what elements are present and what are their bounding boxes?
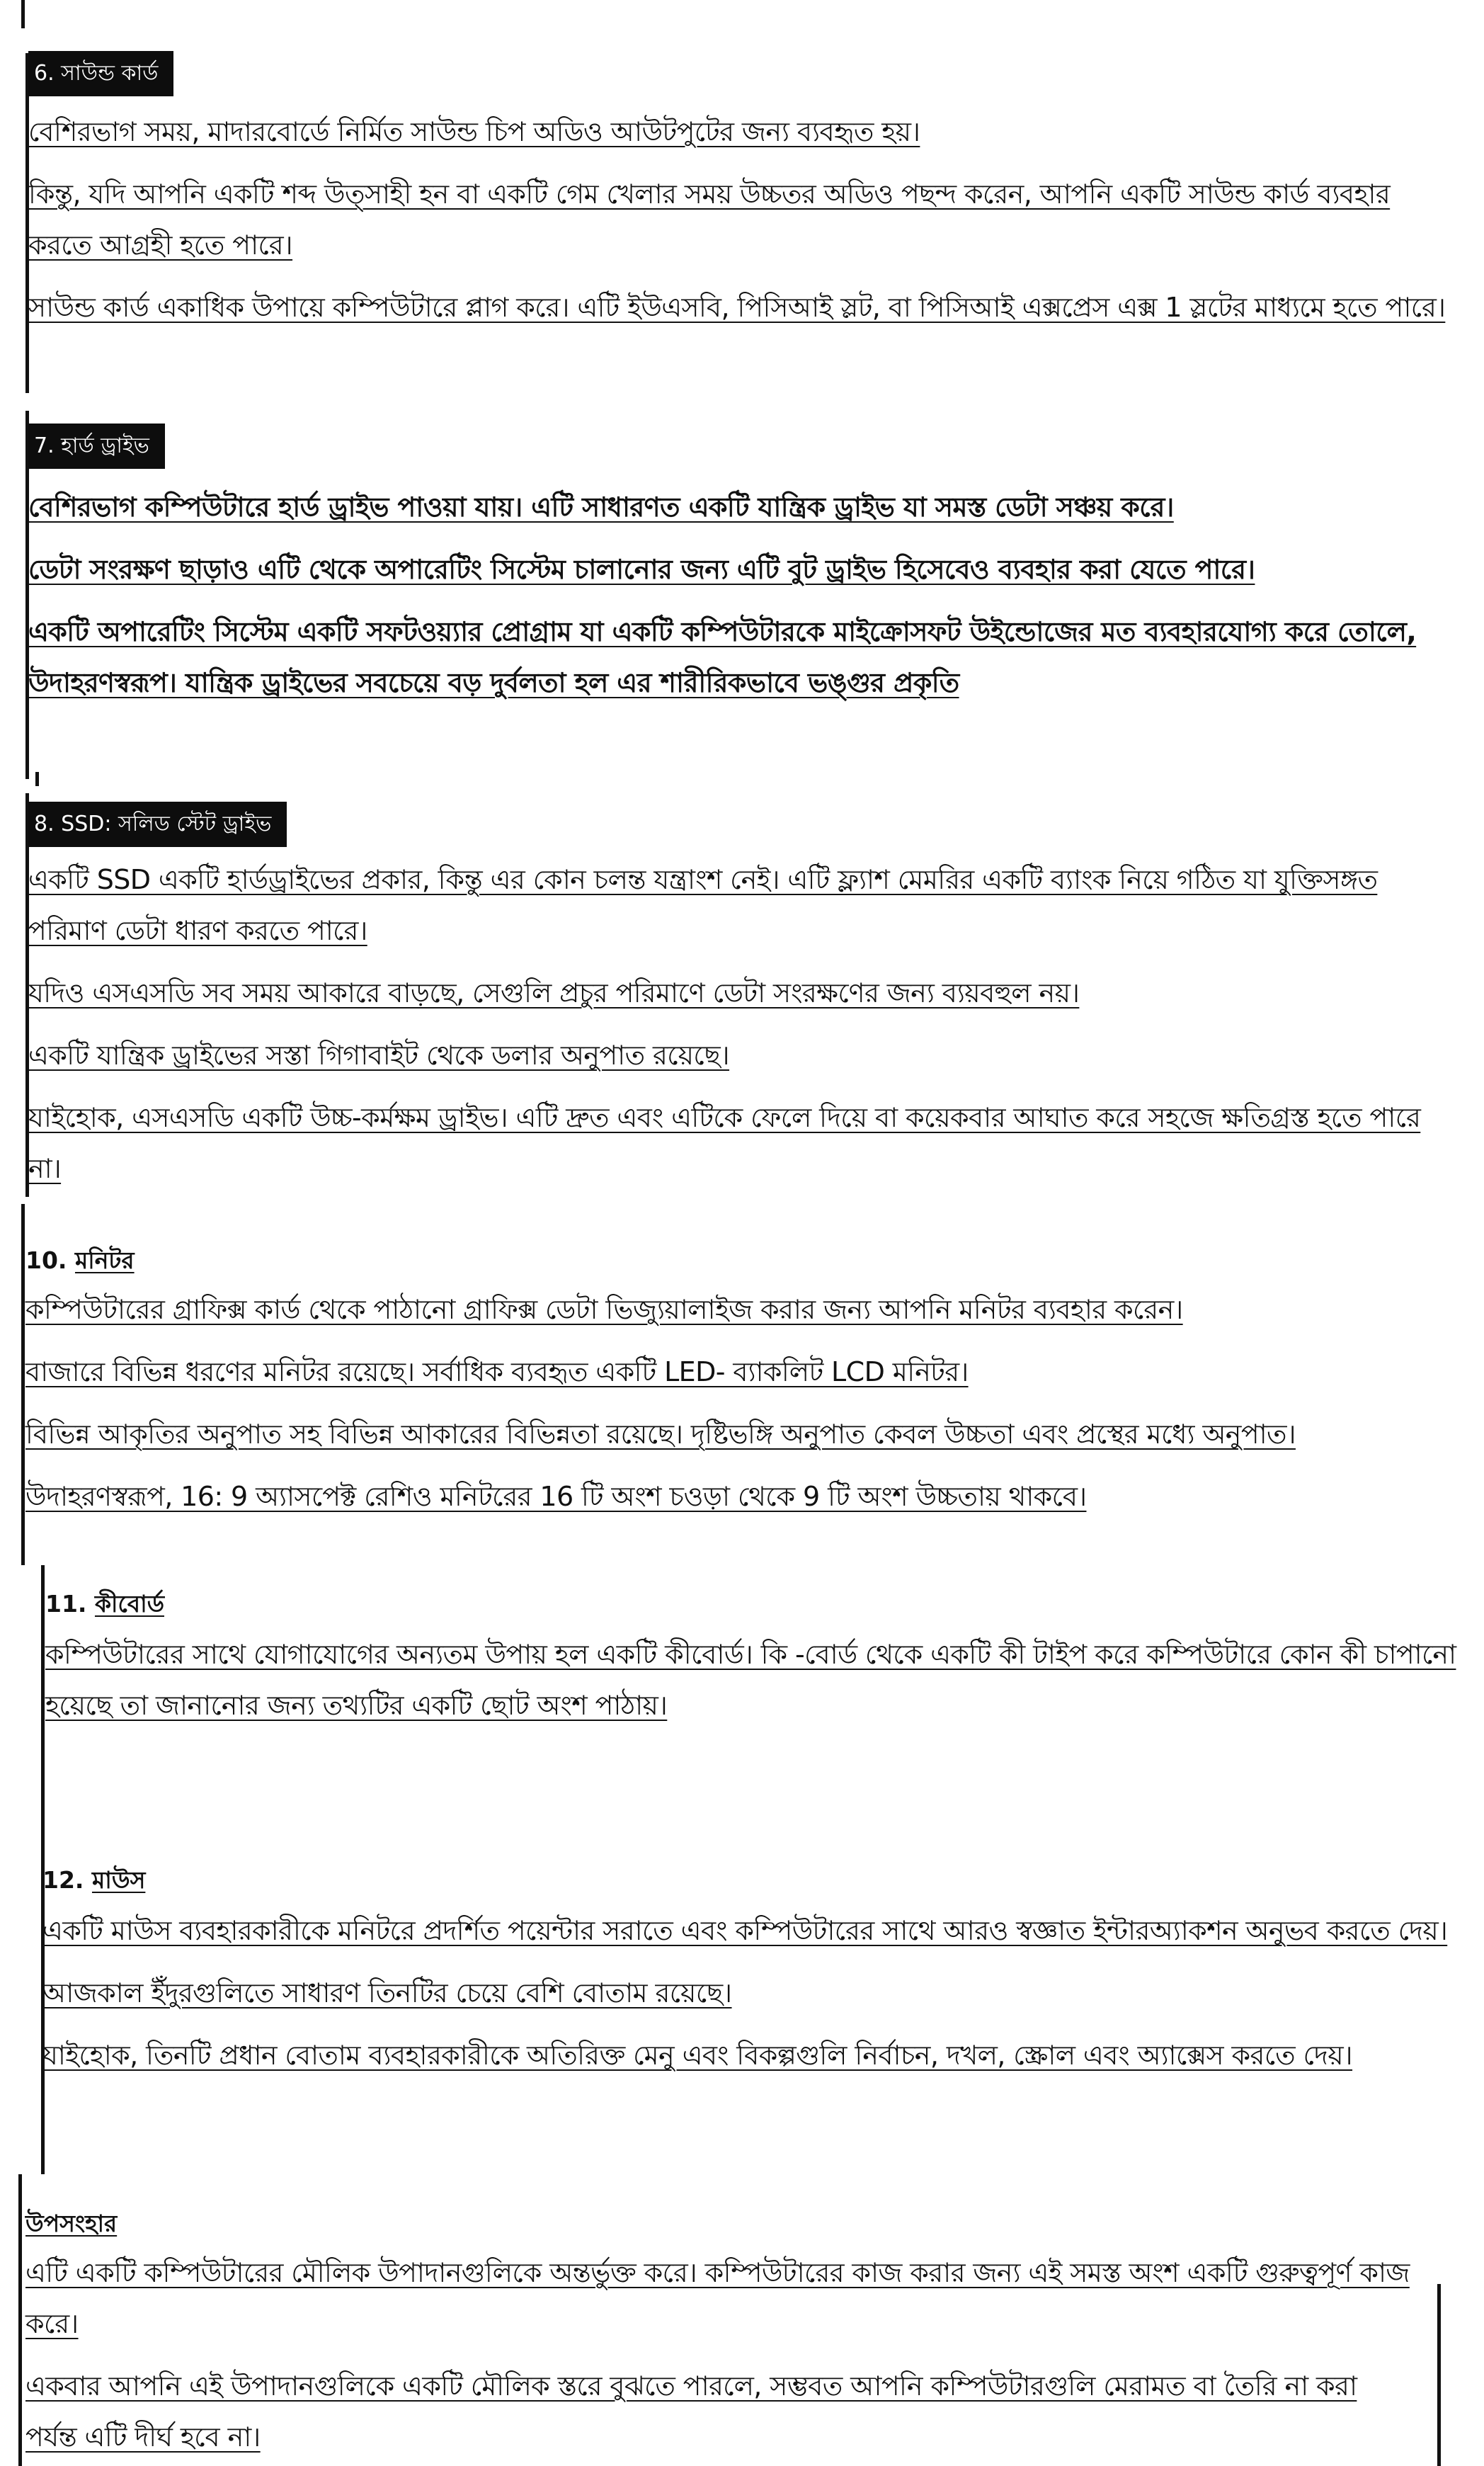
paragraph: ডেটা সংরক্ষণ ছাড়াও এটি থেকে অপারেটিং সিস্টেম চালানোর জন্য এটি বুট ড্রাইভ হিসেবেও ব্যবহার করা যেতে পারে। — [28, 554, 1255, 585]
section-heading: 6. সাউন্ড কার্ড — [28, 51, 173, 96]
paragraph: বিভিন্ন আকৃতির অনুপাত সহ বিভিন্ন আকারের বিভিন্নতা রয়েছে। দৃষ্টিভঙ্গি অনুপাত কেবল উচ্চতা এবং প্রস্থের মধ্যে অনুপাত। — [25, 1419, 1296, 1450]
section-heading — [25, 1243, 135, 1278]
paragraph: একটি মাউস ব্যবহারকারীকে মনিটরে প্রদর্শিত পয়েন্টার সরাতে এবং কম্পিউটারের সাথে আরও স্বজ্ঞাত ইন্টারঅ্যাকশন অনুভব করতে দেয়। — [42, 1915, 1448, 1946]
paragraph: আজকাল ইঁদুরগুলিতে সাধারণ তিনটির চেয়ে বেশি বোতাম রয়েছে। — [42, 1977, 732, 2008]
section-heading — [45, 1586, 164, 1622]
section-mouse — [42, 1863, 1466, 2081]
section-sound-card — [28, 51, 1459, 333]
section-heading — [25, 2206, 117, 2241]
margin-bar — [21, 0, 25, 28]
section-heading — [42, 1863, 145, 1898]
margin-bar — [18, 2174, 22, 2466]
margin-bar — [35, 772, 39, 786]
paragraph: যাইহোক, এসএসডি একটি উচ্চ-কর্মক্ষম ড্রাইভ। এটি দ্রুত এবং এটিকে ফেলে দিয়ে বা কয়েকবার আঘাত করে সহজে ক্ষতিগ্রস্ত হতে পারে না। — [28, 1102, 1421, 1184]
section-ssd — [28, 802, 1459, 1194]
paragraph: কম্পিউটারের সাথে যোগাযোগের অন্যতম উপায় হল একটি কীবোর্ড। কি -বোর্ড থেকে একটি কী টাইপ করে কম্পিউটারে কোন কী চাপানো হয়েছে তা জানানোর জন্য তথ্যটির একটি ছোট অংশ পাঠায়। — [45, 1639, 1456, 1721]
section-keyboard — [45, 1586, 1461, 1731]
paragraph: বেশিরভাগ সময়, মাদারবোর্ডে নির্মিত সাউন্ড চিপ অডিও আউটপুটের জন্য ব্যবহৃত হয়। — [28, 116, 920, 147]
paragraph: একটি অপারেটিং সিস্টেম একটি সফটওয়্যার প্রোগ্রাম যা একটি কম্পিউটারকে মাইক্রোসফট উইন্ডোজের মত ব্যবহারযোগ্য করে তোলে, উদাহরণস্বরূপ। যান্ত্রিক ড্রাইভের সবচেয়ে বড় দুর্বলতা হল এর শারীরিকভাবে ভঙ্গুর প্রকৃতি — [28, 616, 1417, 698]
section-number: 12. — [42, 1866, 84, 1894]
paragraph: উদাহরণস্বরূপ, 16: 9 অ্যাসপেক্ট রেশিও মনিটরের 16 টি অংশ চওড়া থেকে 9 টি অংশ উচ্চতায় থাকবে। — [25, 1481, 1087, 1512]
margin-bar — [21, 1204, 25, 1565]
paragraph: একবার আপনি এই উপাদানগুলিকে একটি মৌলিক স্তরে বুঝতে পারলে, সম্ভবত আপনি কম্পিউটারগুলি মেরামত বা তৈরি না করা পর্যন্ত এটি দীর্ঘ হবে না। — [25, 2370, 1357, 2453]
paragraph: এটি একটি কম্পিউটারের মৌলিক উপাদানগুলিকে অন্তর্ভুক্ত করে। কম্পিউটারের কাজ করার জন্য এই সমস্ত অংশ একটি গুরুত্বপূর্ণ কাজ করে। — [25, 2257, 1410, 2339]
section-title: মাউস — [91, 1866, 146, 1894]
paragraph: বেশিরভাগ কম্পিউটারে হার্ড ড্রাইভ পাওয়া যায়। এটি সাধারণত একটি যান্ত্রিক ড্রাইভ যা সমস্ত ডেটা সঞ্চয় করে। — [28, 492, 1174, 523]
margin-bar — [1437, 2284, 1441, 2466]
section-monitor — [25, 1243, 1463, 1522]
paragraph: সাউন্ড কার্ড একাধিক উপায়ে কম্পিউটারে প্লাগ করে। এটি ইউএসবি, পিসিআই স্লট, বা পিসিআই এক্সপ্রেস এক্স 1 স্লটের মাধ্যমে হতে পারে। — [28, 292, 1446, 323]
section-heading: 7. হার্ড ড্রাইভ — [28, 424, 165, 469]
section-title: মনিটর — [74, 1246, 135, 1274]
paragraph: একটি যান্ত্রিক ড্রাইভের সস্তা গিগাবাইট থেকে ডলার অনুপাত রয়েছে। — [28, 1040, 730, 1071]
paragraph: যদিও এসএসডি সব সময় আকারে বাড়ছে, সেগুলি প্রচুর পরিমাণে ডেটা সংরক্ষণের জন্য ব্যয়বহুল নয়। — [28, 977, 1080, 1008]
section-heading: 8. SSD: সলিড স্টেট ড্রাইভ — [28, 802, 287, 847]
section-title: উপসংহার — [25, 2210, 118, 2237]
section-number: 10. — [25, 1246, 67, 1274]
paragraph: কম্পিউটারের গ্রাফিক্স কার্ড থেকে পাঠানো গ্রাফিক্স ডেটা ভিজ্যুয়ালাইজ করার জন্য আপনি মনিটর ব্যবহার করেন। — [25, 1294, 1183, 1325]
paragraph: কিন্তু, যদি আপনি একটি শব্দ উত্সাহী হন বা একটি গেম খেলার সময় উচ্চতর অডিও পছন্দ করেন, আপনি একটি সাউন্ড কার্ড ব্যবহার করতে আগ্রহী হতে পারে। — [28, 178, 1391, 261]
paragraph: একটি SSD একটি হার্ডড্রাইভের প্রকার, কিন্তু এর কোন চলন্ত যন্ত্রাংশ নেই। এটি ফ্ল্যাশ মেমরির একটি ব্যাংক নিয়ে গঠিত যা যুক্তিসঙ্গত পরিমাণ ডেটা ধারণ করতে পারে। — [28, 864, 1378, 946]
paragraph: বাজারে বিভিন্ন ধরণের মনিটর রয়েছে। সর্বাধিক ব্যবহৃত একটি LED- ব্যাকলিট LCD মনিটর। — [25, 1356, 969, 1387]
section-number: 11. — [45, 1590, 87, 1618]
paragraph: যাইহোক, তিনটি প্রধান বোতাম ব্যবহারকারীকে অতিরিক্ত মেনু এবং বিকল্পগুলি নির্বাচন, দখল, স্ক্রোল এবং অ্যাক্সেস করতে দেয়। — [42, 2040, 1353, 2071]
section-hard-drive — [28, 424, 1459, 708]
section-title: কীবোর্ড — [94, 1590, 164, 1618]
section-conclusion — [25, 2206, 1413, 2462]
